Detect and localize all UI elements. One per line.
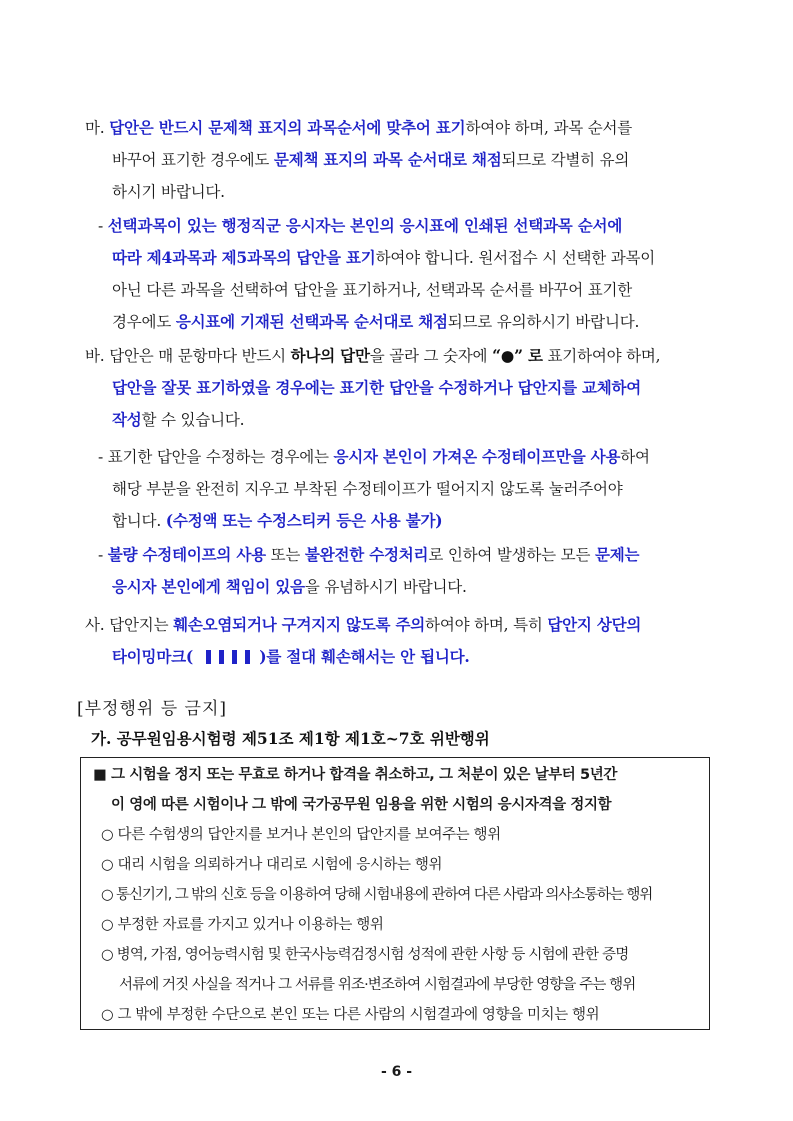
timing-mark-graphic bbox=[202, 648, 254, 666]
body-text: 할 수 있습니다. bbox=[141, 411, 245, 429]
item-ma-sub bbox=[98, 210, 655, 338]
section-title: [부정행위 등 금지] bbox=[77, 699, 228, 719]
item-sa bbox=[85, 609, 641, 673]
emphasis-text: 불완전한 수정처리 bbox=[304, 545, 429, 564]
emphasis-text: 응시자 본인에게 책임이 있음 bbox=[112, 577, 305, 596]
list-item: ○ 부정한 자료를 가지고 있거나 이용하는 행위 bbox=[101, 917, 384, 933]
emphasis-text: 응시표에 기재된 선택과목 순서대로 채점 bbox=[175, 312, 448, 331]
item-ba bbox=[85, 340, 660, 436]
emphasis-text: 타이밍마크( bbox=[112, 647, 193, 666]
item-marker: - bbox=[98, 217, 104, 235]
list-item: ○ 그 밖에 부정한 수단으로 본인 또는 다른 사람의 시험결과에 영향을 미치는 행위 bbox=[101, 1007, 600, 1023]
body-text: 표기한 답안을 수정하는 경우에는 bbox=[107, 448, 334, 466]
body-text: 하여야 합니다. 원서접수 시 선택한 과목이 bbox=[375, 249, 656, 267]
emphasis-text: 훼손오염되거나 구겨지지 않도록 주의 bbox=[173, 615, 426, 634]
emphasis-text: 답안을 잘못 표기하였을 경우에는 표기한 답안을 수정하거나 답안지를 교체하여 bbox=[112, 378, 642, 397]
body-text: 아닌 다른 과목을 선택하여 답안을 표기하거나, 선택과목 순서를 바꾸어 표기한 bbox=[112, 281, 633, 299]
emphasis-text: 불량 수정테이프의 사용 bbox=[107, 545, 266, 564]
emphasis-text: 문제는 bbox=[594, 545, 640, 564]
item-marker: - bbox=[98, 448, 104, 466]
list-item-continuation: 서류에 거짓 사실을 적거나 그 서류를 위조·변조하여 시험결과에 부당한 영향을 주는 행위 bbox=[119, 977, 636, 993]
body-text: 하여야 하며, 특히 bbox=[425, 616, 548, 634]
body-text: 답안은 매 문항마다 반드시 bbox=[109, 347, 291, 365]
body-text: 하시기 바랍니다. bbox=[112, 183, 225, 201]
emphasis-text: 선택과목이 있는 행정직군 응시자는 본인의 응시표에 인쇄된 선택과목 순서에 bbox=[107, 216, 623, 235]
body-text: 을 골라 그 숫자에 bbox=[369, 347, 493, 365]
list-item: ○ 통신기기, 그 밖의 신호 등을 이용하여 당해 시험내용에 관하여 다른 사람과 의사소통하는 행위 bbox=[101, 887, 653, 903]
body-text: 답안지는 bbox=[109, 616, 174, 634]
item-ma bbox=[85, 112, 632, 208]
emphasis-text: “●” 로 bbox=[492, 346, 543, 365]
item-ba-sub2 bbox=[98, 539, 639, 603]
list-item: ○ 병역, 가점, 영어능력시험 및 한국사능력검정시험 성적에 관한 사항 등 시험에 관한 증명 bbox=[101, 947, 629, 963]
body-text: 되므로 각별히 유의 bbox=[501, 151, 630, 169]
body-text: 해당 부분을 완전히 지우고 부착된 수정테이프가 떨어지지 않도록 눌러주어야 bbox=[112, 480, 623, 498]
body-text: 또는 bbox=[265, 546, 305, 564]
list-item: ○ 다른 수험생의 답안지를 보거나 본인의 답안지를 보여주는 행위 bbox=[101, 827, 501, 843]
page-number: - 6 - bbox=[380, 1064, 413, 1080]
emphasis-text: (수정액 또는 수정스티커 등은 사용 불가) bbox=[165, 511, 443, 530]
body-text: 합니다. bbox=[112, 512, 166, 530]
emphasis-text: 따라 제4과목과 제5과목의 답안을 표기 bbox=[112, 248, 376, 267]
body-text: 하여 bbox=[620, 448, 650, 466]
emphasis-text: 응시자 본인이 가져온 수정테이프만을 사용 bbox=[333, 447, 621, 466]
emphasis-text: )를 절대 훼손해서는 안 됩니다. bbox=[259, 647, 470, 666]
item-marker: - bbox=[98, 546, 104, 564]
item-ba-sub1 bbox=[98, 441, 650, 537]
body-text: 되므로 유의하시기 바랍니다. bbox=[447, 313, 640, 331]
body-text: 바꾸어 표기한 경우에도 bbox=[112, 151, 274, 169]
penalty-box bbox=[80, 757, 710, 1030]
body-text: 경우에도 bbox=[112, 313, 176, 331]
emphasis-text: 문제책 표지의 과목 순서대로 채점 bbox=[273, 150, 502, 169]
emphasis-text: 작성 bbox=[112, 410, 142, 429]
body-text: 하여야 하며, 과목 순서를 bbox=[465, 119, 633, 137]
item-marker: 바. bbox=[85, 347, 105, 365]
body-text: 을 유념하시기 바랍니다. bbox=[304, 578, 467, 596]
box-header-line: ■ 그 시험을 정지 또는 무효로 하거나 합격을 취소하고, 그 처분이 있은 날부터 5년간 bbox=[93, 767, 617, 783]
body-text: 표기하여야 하며, bbox=[542, 347, 661, 365]
emphasis-text: 답안은 반드시 문제책 표지의 과목순서에 맞추어 표기 bbox=[109, 118, 466, 137]
item-marker: 마. bbox=[85, 119, 105, 137]
emphasis-text: 하나의 답만 bbox=[290, 346, 370, 365]
list-item: ○ 대리 시험을 의뢰하거나 대리로 시험에 응시하는 행위 bbox=[101, 857, 443, 873]
body-text: 로 인하여 발생하는 모든 bbox=[428, 546, 595, 564]
emphasis-text: 답안지 상단의 bbox=[547, 615, 642, 634]
box-header-line: 이 영에 따른 시험이나 그 밖에 국가공무원 임용을 위한 시험의 응시자격을 정지함 bbox=[111, 797, 612, 813]
section-subtitle: 가. 공무원임용시험령 제51조 제1항 제1호~7호 위반행위 bbox=[91, 729, 490, 748]
item-marker: 사. bbox=[85, 616, 105, 634]
